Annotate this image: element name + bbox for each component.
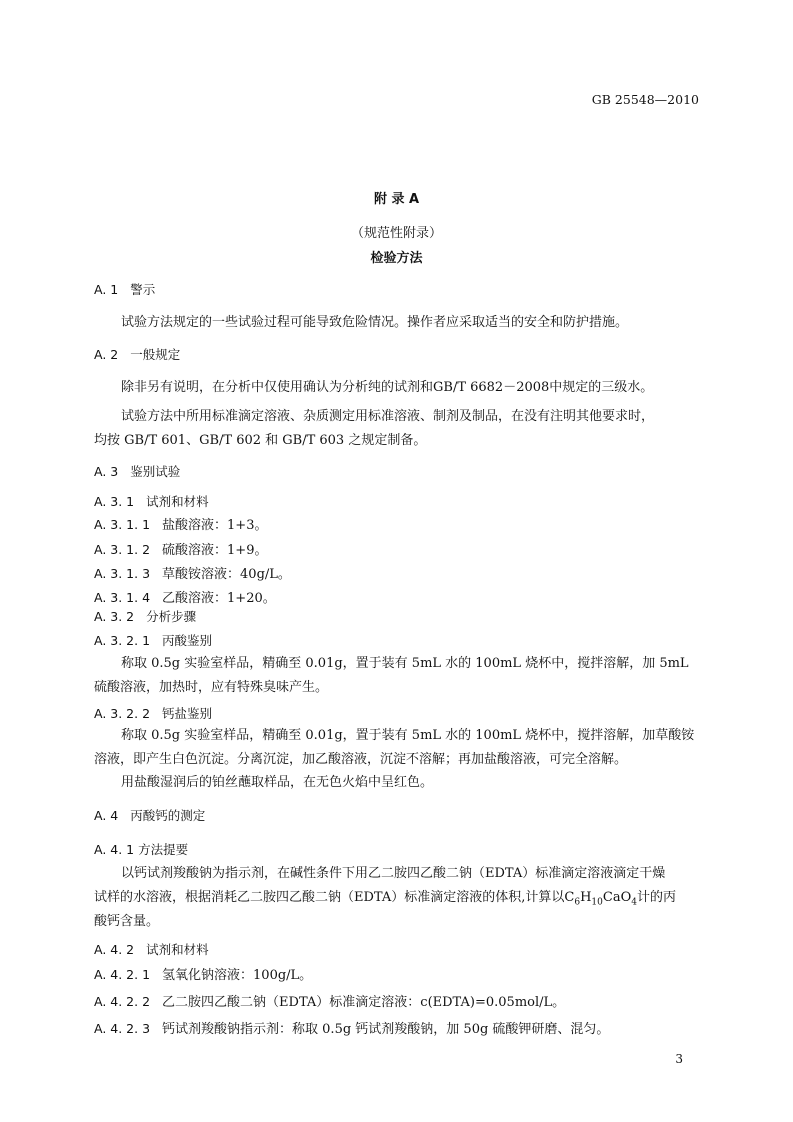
list-item	[94, 991, 565, 1010]
item-text: 乙二胺四乙酸二钠（EDTA）标准滴定溶液：c(EDTA)=0.05mol/L。	[162, 995, 566, 1010]
subsubsection-heading	[94, 704, 212, 722]
paragraph-continued: 酸钙含量。	[94, 914, 160, 929]
subscript: 6	[574, 897, 581, 908]
annex-name: 检验方法	[370, 251, 423, 266]
item-number: A. 4. 2. 3	[94, 1021, 151, 1036]
item-number: A. 3. 1. 4	[94, 590, 151, 605]
subsubsection-heading	[94, 631, 212, 649]
section-number: A. 3. 2. 1	[94, 633, 151, 648]
subsection-heading	[94, 607, 196, 625]
paragraph: 用盐酸湿润后的铂丝蘸取样品，在无色火焰中呈红色。	[121, 775, 434, 790]
list-item	[94, 964, 312, 983]
item-text: 盐酸溶液：1+3。	[162, 518, 268, 533]
paragraph: 试验方法中所用标准滴定溶液、杂质测定用标准溶液、制剂及制品，在没有注明其他要求时，	[121, 409, 655, 424]
item-text: 乙酸溶液：1+20。	[162, 591, 276, 606]
paragraph: 称取 0.5g 实验室样品，精确至 0.01g，置于装有 5mL 水的 100mL 烧杯中，搅拌溶解，加草酸铵	[121, 728, 695, 743]
item-number: A. 4. 2. 1	[94, 967, 151, 982]
list-item	[94, 563, 291, 582]
item-number: A. 3. 1. 2	[94, 542, 151, 557]
section-number: A. 4. 2	[94, 942, 135, 957]
item-text: 草酸铵溶液：40g/L。	[162, 567, 291, 582]
section-title: 钙盐鉴别	[162, 706, 213, 721]
page-number: 3	[675, 1052, 683, 1066]
section-number: A. 3. 1	[94, 494, 135, 509]
section-number: A. 4. 1	[94, 842, 135, 857]
section-title: 丙酸鉴别	[162, 633, 213, 648]
paragraph: 试验方法规定的一些试验过程可能导致危险情况。操作者应采取适当的安全和防护措施。	[121, 315, 629, 330]
text-run: H	[580, 890, 592, 905]
annex-title: 附 录 A	[373, 192, 420, 207]
item-number: A. 3. 1. 1	[94, 517, 151, 532]
section-number: A. 3. 2	[94, 609, 135, 624]
paragraph-continued: 硫酸溶液，加热时，应有特殊臭味产生。	[94, 680, 329, 695]
section-a1-heading	[94, 280, 155, 298]
section-title: 方法提要	[138, 842, 189, 857]
section-number: A. 1	[94, 282, 119, 297]
section-a2-heading	[94, 345, 180, 363]
section-a4-heading	[94, 806, 205, 824]
subsection-heading	[94, 840, 188, 858]
annex-type: （规范性附录）	[350, 226, 442, 241]
section-number: A. 3. 2. 2	[94, 706, 151, 721]
text-run: 试样的水溶液，根据消耗乙二胺四乙酸二钠（EDTA）标准滴定溶液的体积,计算以C	[94, 890, 575, 905]
list-item	[94, 587, 276, 606]
item-text: 硫酸溶液：1+9。	[162, 543, 268, 558]
item-number: A. 3. 1. 3	[94, 566, 151, 581]
section-title: 试剂和材料	[146, 494, 209, 509]
section-title: 试剂和材料	[146, 942, 209, 957]
item-text: 钙试剂羧酸钠指示剂：称取 0.5g 钙试剂羧酸钠，加 50g 硫酸钾研磨、混匀。	[162, 1022, 610, 1037]
subsection-heading	[94, 940, 209, 958]
item-number: A. 4. 2. 2	[94, 994, 151, 1009]
section-title: 一般规定	[130, 347, 181, 362]
section-number: A. 2	[94, 347, 119, 362]
item-text: 氢氧化钠溶液：100g/L。	[162, 968, 313, 983]
subsection-heading	[94, 492, 209, 510]
section-number: A. 3	[94, 464, 119, 479]
text-run: CaO	[602, 890, 632, 905]
list-item	[94, 514, 267, 533]
section-number: A. 4	[94, 808, 119, 823]
paragraph: 以钙试剂羧酸钠为指示剂，在碱性条件下用乙二胺四乙酸二钠（EDTA）标准滴定溶液滴定干燥	[121, 866, 666, 881]
paragraph-continued: 均按 GB/T 601、GB/T 602 和 GB/T 603 之规定制备。	[94, 433, 427, 448]
paragraph: 称取 0.5g 实验室样品，精确至 0.01g，置于装有 5mL 水的 100mL 烧杯中，搅拌溶解，加 5mL	[121, 656, 689, 671]
section-title: 警示	[130, 282, 156, 297]
paragraph: 除非另有说明，在分析中仅使用确认为分析纯的试剂和GB/T 6682－2008中规定的三级水。	[121, 380, 654, 395]
list-item	[94, 1018, 609, 1037]
section-a3-heading	[94, 462, 180, 480]
text-run: 计的丙	[636, 890, 676, 905]
subscript: 10	[591, 897, 603, 908]
list-item	[94, 539, 267, 558]
section-title: 鉴别试验	[130, 464, 181, 479]
standard-code: GB 25548—2010	[591, 92, 699, 107]
subscript: 4	[631, 897, 637, 908]
section-title: 丙酸钙的测定	[130, 808, 206, 823]
section-title: 分析步骤	[146, 609, 197, 624]
paragraph-continued: 溶液，即产生白色沉淀。分离沉淀，加乙酸溶液，沉淀不溶解；再加盐酸溶液，可完全溶解。	[94, 752, 628, 767]
